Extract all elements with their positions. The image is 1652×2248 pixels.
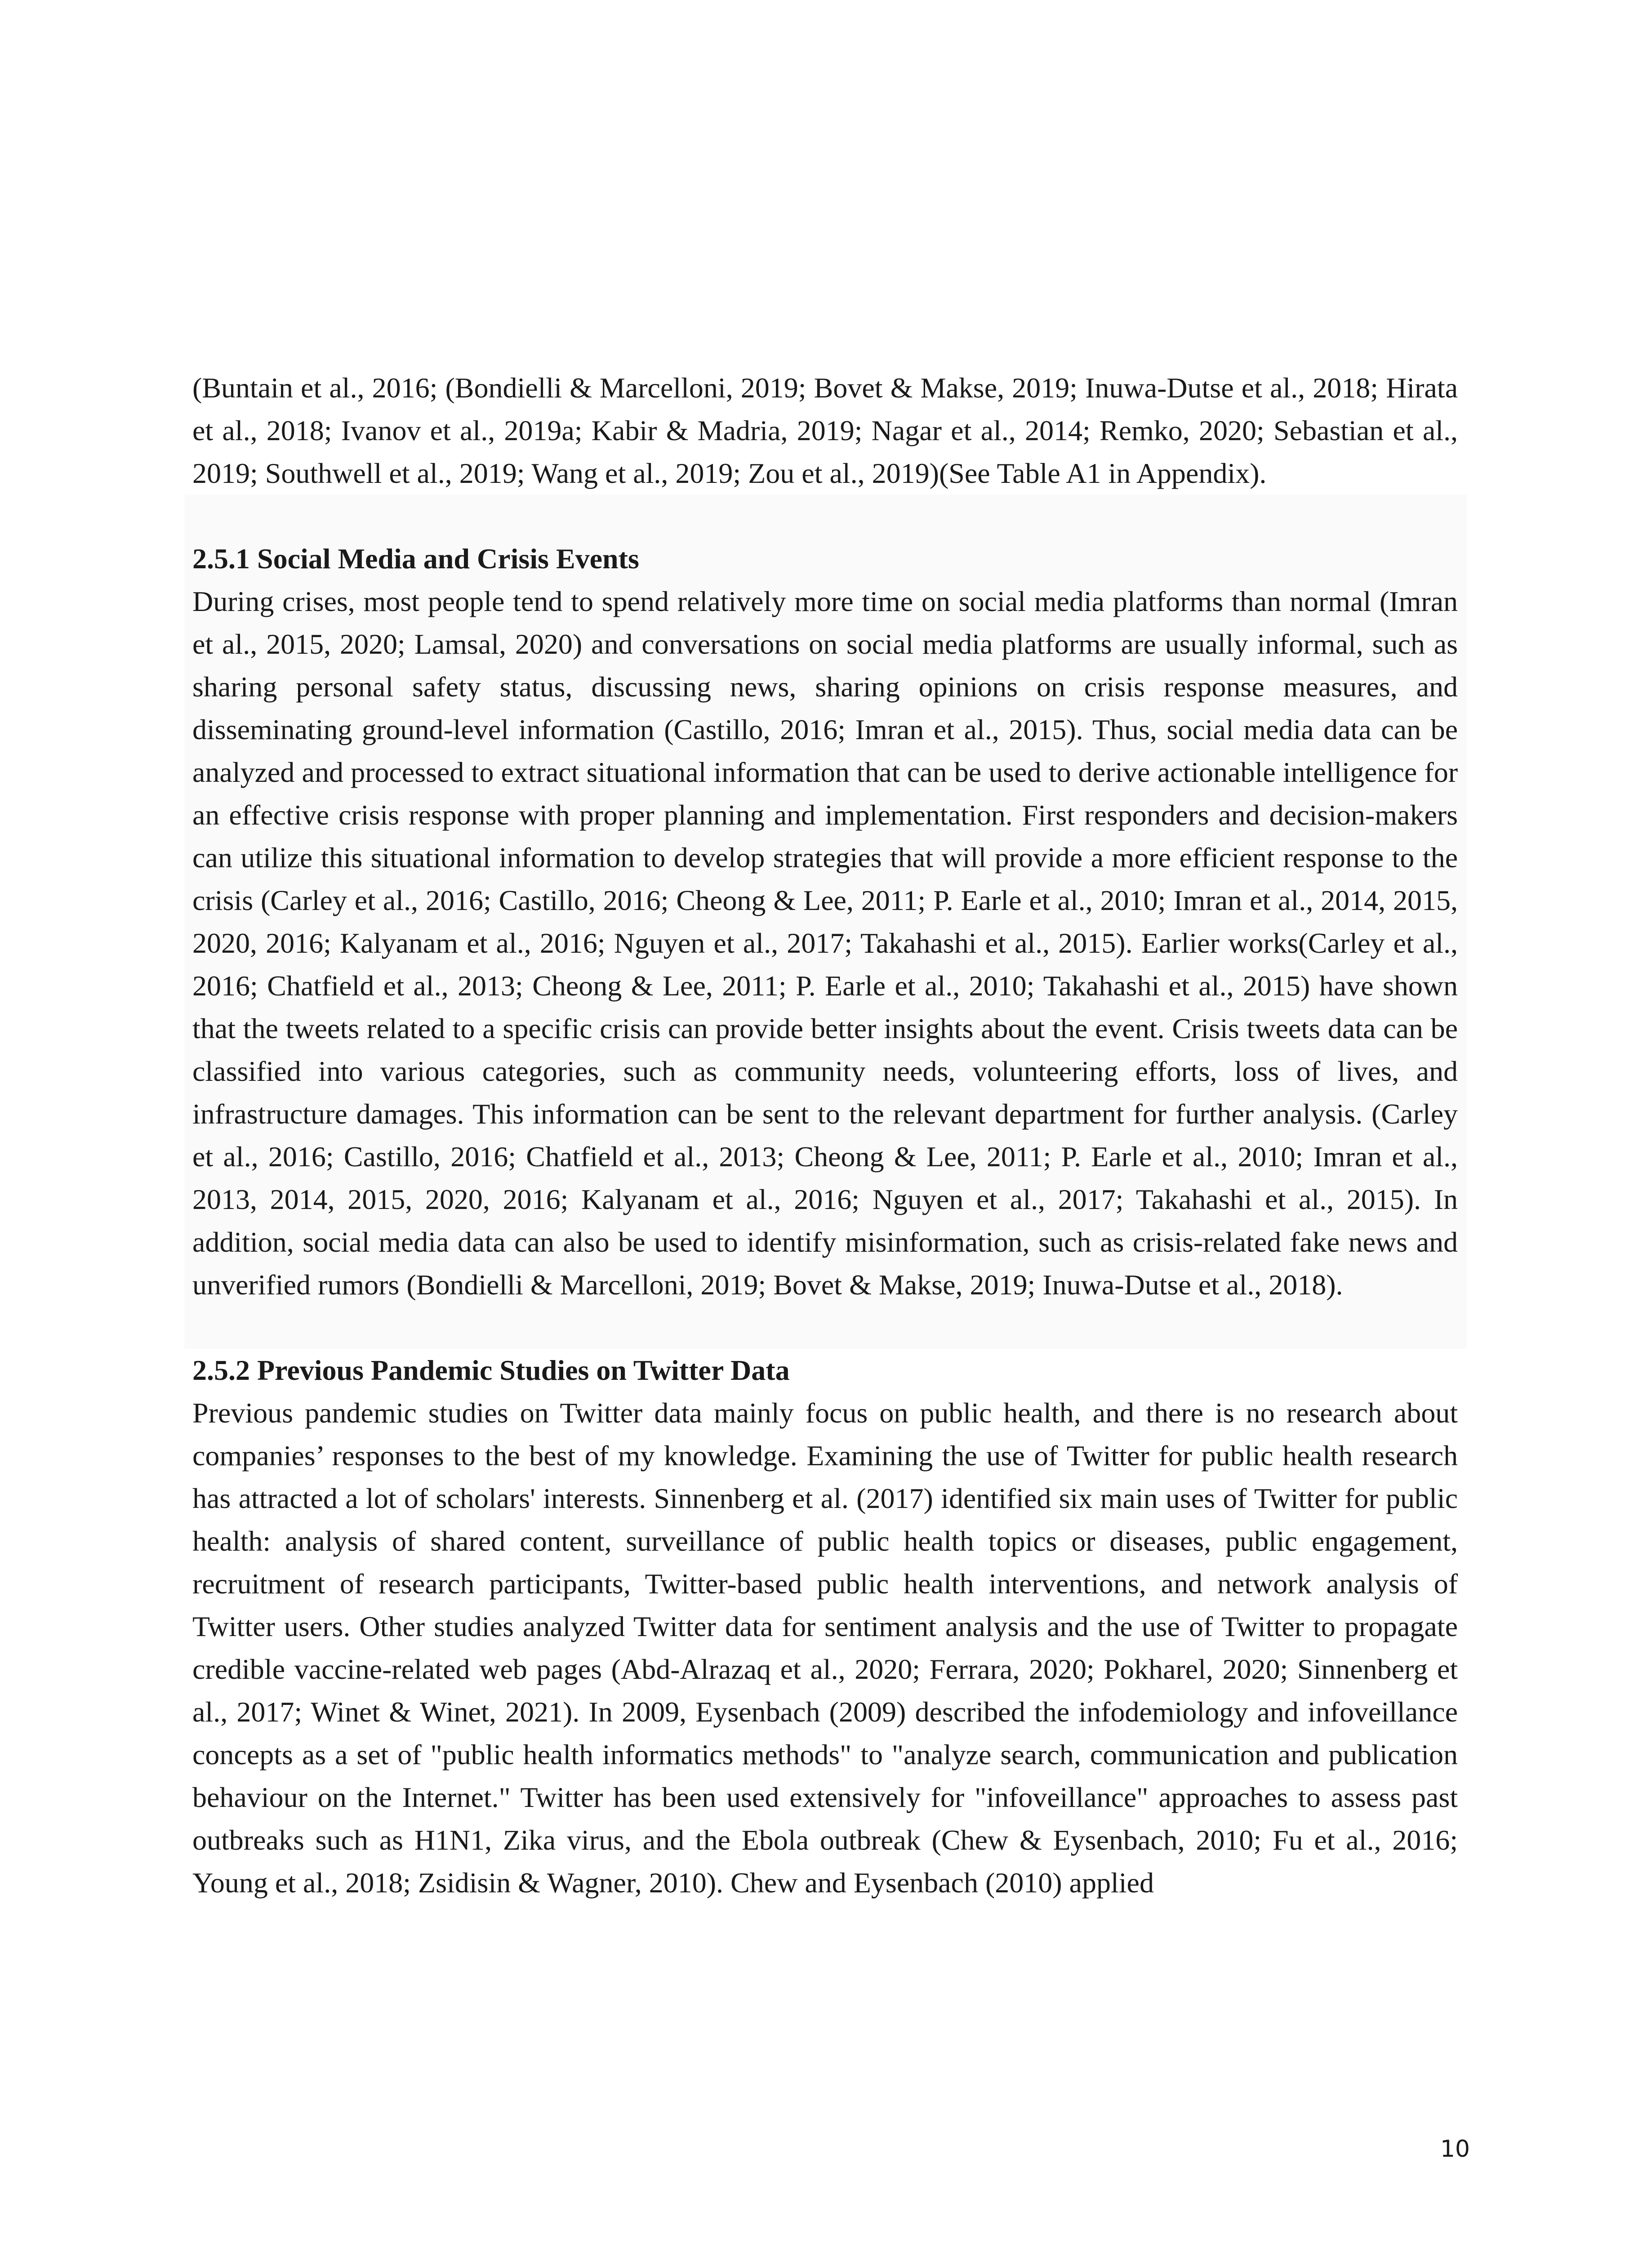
section-spacer <box>192 1306 1458 1349</box>
page-number: 10 <box>1440 2136 1470 2163</box>
section-heading-2-5-2: 2.5.2 Previous Pandemic Studies on Twitter Data <box>192 1354 790 1386</box>
section-2-5-2 <box>192 1349 1458 1904</box>
page-body <box>192 366 1458 1904</box>
section-spacer <box>192 495 1458 537</box>
section-heading-2-5-1: 2.5.1 Social Media and Crisis Events <box>192 543 639 575</box>
section-2-5-1 <box>184 495 1467 1349</box>
intro-paragraph: (Buntain et al., 2016; (Bondielli & Marcelloni, 2019; Bovet & Makse, 2019; Inuwa-Dutse et al., 2018; Hirata et al., 2018; Ivanov et al., 2019a; Kabir & Madria, 2019; Nagar et al., 2014; Remko, 2020; Sebastian et al., 2019; Southwell et al., 2019; Wang et al., 2019; Zou et al., 2019)(See Table A1 in Appendix). <box>192 372 1458 489</box>
section-paragraph-2-5-1: During crises, most people tend to spend relatively more time on social media platforms than normal (Imran et al., 2015, 2020; Lamsal, 2020) and conversations on social media platforms are usually informal, such as sharing personal safety status, discussing news, sharing opinions on crisis response measures, and disseminating ground-level information (Castillo, 2016; Imran et al., 2015). Thus, social media data can be analyzed and processed to extract situational information that can be used to derive actionable intelligence for an effective crisis response with proper planning and implementation. First responders and decision-makers can utilize this situational information to develop strategies that will provide a more efficient response to the crisis (Carley et al., 2016; Castillo, 2016; Cheong & Lee, 2011; P. Earle et al., 2010; Imran et al., 2014, 2015, 2020, 2016; Kalyanam et al., 2016; Nguyen et al., 2017; Takahashi et al., 2015). Earlier works(Carley et al., 2016; Chatfield et al., 2013; Cheong & Lee, 2011; P. Earle et al., 2010; Takahashi et al., 2015) have shown that the tweets related to a specific crisis can provide better insights about the event. Crisis tweets data can be classified into various categories, such as community needs, volunteering efforts, loss of lives, and infrastructure damages. This information can be sent to the relevant department for further analysis. (Carley et al., 2016; Castillo, 2016; Chatfield et al., 2013; Cheong & Lee, 2011; P. Earle et al., 2010; Imran et al., 2013, 2014, 2015, 2020, 2016; Kalyanam et al., 2016; Nguyen et al., 2017; Takahashi et al., 2015). In addition, social media data can also be used to identify misinformation, such as crisis-related fake news and unverified rumors (Bondielli & Marcelloni, 2019; Bovet & Makse, 2019; Inuwa-Dutse et al., 2018). <box>192 585 1458 1301</box>
section-paragraph-2-5-2: Previous pandemic studies on Twitter data mainly focus on public health, and there is no research about companies’ responses to the best of my knowledge. Examining the use of Twitter for public health research has attracted a lot of scholars' interests. Sinnenberg et al. (2017) identified six main uses of Twitter for public health: analysis of shared content, surveillance of public health topics or diseases, public engagement, recruitment of research participants, Twitter-based public health interventions, and network analysis of Twitter users. Other studies analyzed Twitter data for sentiment analysis and the use of Twitter to propagate credible vaccine-related web pages (Abd-Alrazaq et al., 2020; Ferrara, 2020; Pokharel, 2020; Sinnenberg et al., 2017; Winet & Winet, 2021). In 2009, Eysenbach (2009) described the infodemiology and infoveillance concepts as a set of "public health informatics methods" to "analyze search, communication and publication behaviour on the Internet." Twitter has been used extensively for "infoveillance" approaches to assess past outbreaks such as H1N1, Zika virus, and the Ebola outbreak (Chew & Eysenbach, 2010; Fu et al., 2016; Young et al., 2018; Zsidisin & Wagner, 2010). Chew and Eysenbach (2010) applied <box>192 1397 1458 1899</box>
